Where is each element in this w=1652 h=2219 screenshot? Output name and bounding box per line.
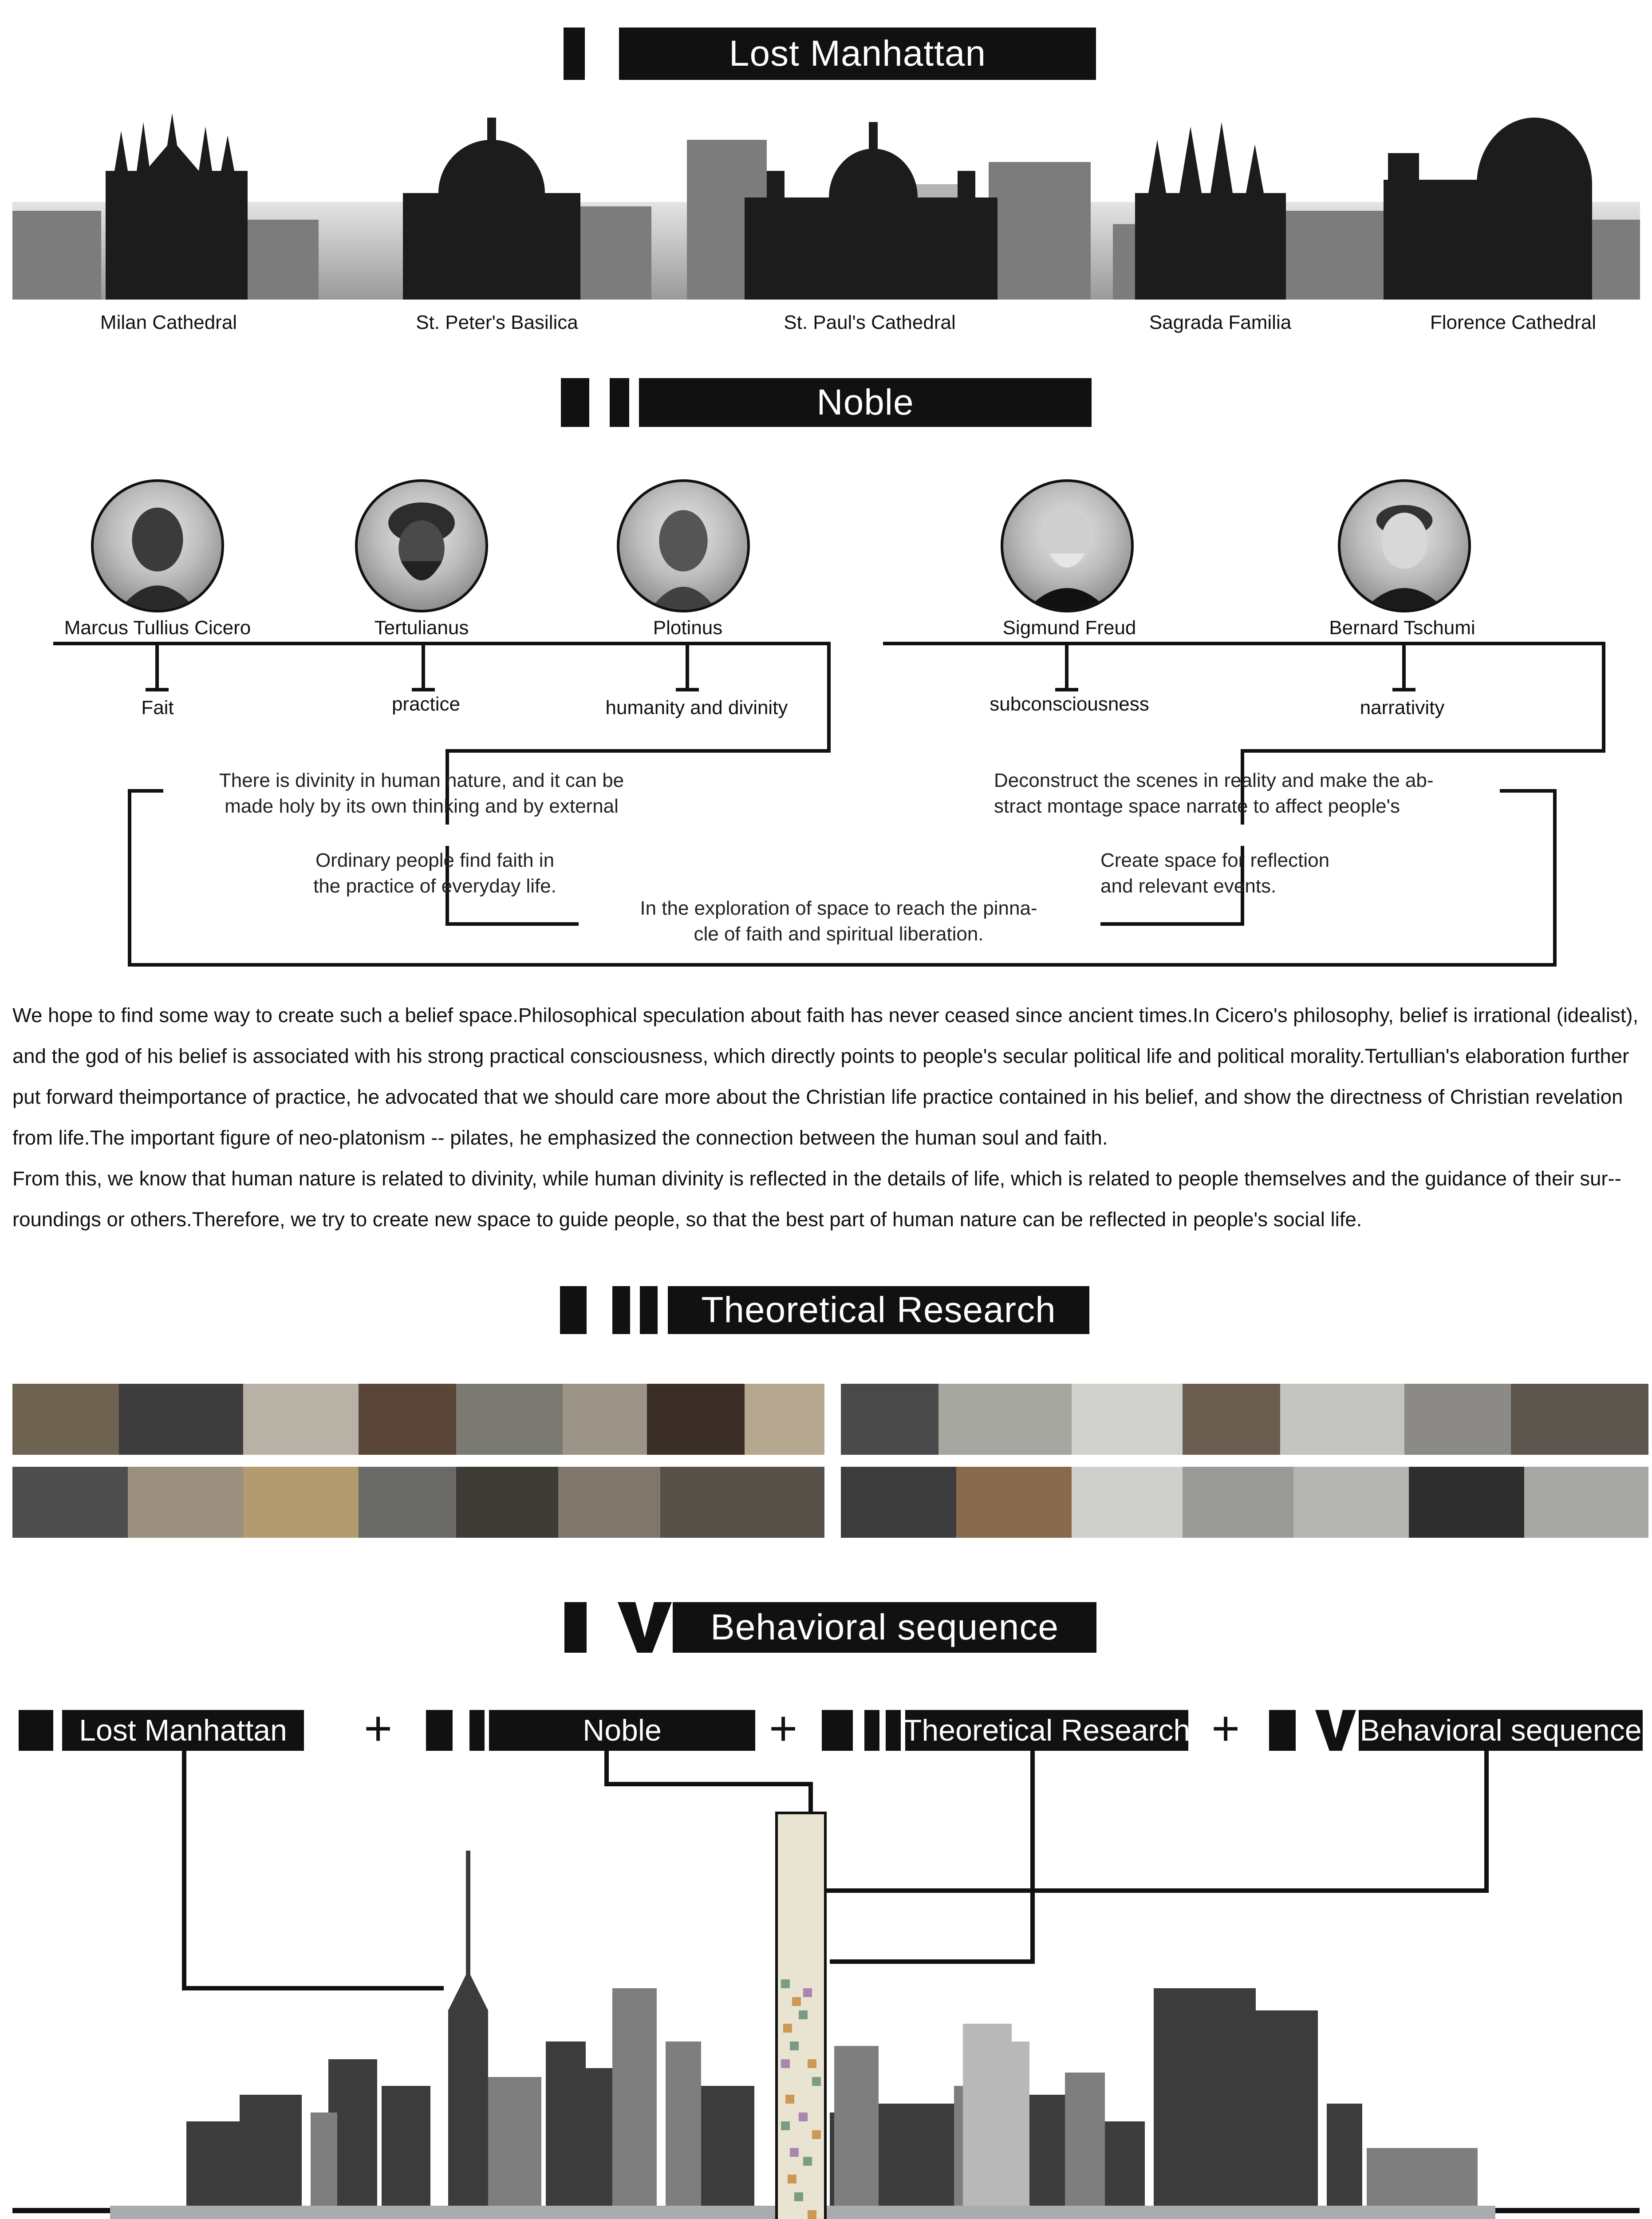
combo-label-theoretical-research: Theoretical Research: [905, 1710, 1188, 1751]
combo-label-behavioral-sequence: Behavioral sequence: [1359, 1710, 1643, 1751]
combo-3-numeral-bar-3: [886, 1710, 901, 1751]
portrait-cicero: [91, 479, 224, 612]
concept-practice: practice: [391, 693, 461, 715]
tick-cicero: [155, 645, 159, 690]
note-right-mid: Create space for reflection and relevant events.: [1100, 849, 1330, 897]
section-3-numeral-bar-3: [640, 1286, 658, 1334]
tick-tertulianus-bar: [412, 688, 435, 691]
section-4-numeral-v: [618, 1602, 672, 1653]
caption-florence-cathedral: Florence Cathedral: [1430, 312, 1597, 333]
portrait-freud: [1001, 479, 1134, 612]
caption-milan-cathedral: Milan Cathedral: [100, 312, 237, 333]
combo-2-numeral-bar-2: [469, 1710, 485, 1751]
left-to-center-line: [446, 922, 579, 926]
research-photo-strip-1: [12, 1384, 824, 1455]
combo-label-lost-manhattan: Lost Manhattan: [62, 1710, 304, 1751]
name-plotinus: Plotinus: [653, 617, 723, 639]
intro-paragraph-2: From this, we know that human nature is related to divinity, while human divinity is reflected in the details of life, which is related to people themselves and the guidance of their sur-- roundings or others.Therefore, we try to create new space to guide people, so that the best part of human nature can be reflected in people's social life.: [12, 1167, 1621, 1231]
combo-4-numeral-bar: [1269, 1710, 1296, 1751]
cathedral-collage: [12, 113, 1640, 300]
portrait-tertulianus: [355, 479, 488, 612]
section-3-numeral-bar-1: [560, 1286, 587, 1334]
plus-sign-3: +: [1211, 1701, 1240, 1756]
tick-plotinus: [686, 645, 689, 690]
tick-plotinus-bar: [676, 688, 699, 691]
concept-subconsciousness: subconsciousness: [990, 693, 1149, 715]
connector-noble-v: [604, 1751, 609, 1786]
name-tschumi: Bernard Tschumi: [1329, 617, 1475, 639]
note-center: In the exploration of space to reach the pinna- cle of faith and spiritual liberation.: [640, 897, 1037, 945]
connector-noble-v2: [808, 1782, 813, 1813]
manhattan-skyline-with-tower: [0, 1811, 1652, 2219]
section-1-title: Lost Manhattan: [619, 28, 1096, 80]
concept-humanity-divinity: humanity and divinity: [605, 697, 788, 719]
right-group-top-line: [883, 642, 1605, 645]
section-3-title: Theoretical Research: [668, 1286, 1089, 1334]
note-right-top: Deconstruct the scenes in reality and make the ab- stract montage space narrate to affect people's: [994, 770, 1434, 817]
name-freud: Sigmund Freud: [1002, 617, 1136, 639]
combo-3-numeral-bar-2: [864, 1710, 879, 1751]
plus-sign-1: +: [364, 1701, 393, 1756]
left-group-right-drop: [827, 642, 831, 753]
intro-paragraphs: [12, 995, 1645, 1240]
section-3-numeral-bar-2: [612, 1286, 630, 1334]
right-to-center-line: [1100, 922, 1244, 926]
tick-tertulianus: [422, 645, 425, 690]
combo-label-noble: Noble: [489, 1710, 755, 1751]
portrait-plotinus: [617, 479, 750, 612]
note-left-mid: Ordinary people find faith in the practice of everyday life.: [313, 849, 556, 897]
research-photo-strip-3: [12, 1467, 824, 1538]
combo-1-numeral: [19, 1710, 53, 1751]
caption-st-peters-basilica: St. Peter's Basilica: [416, 312, 578, 333]
right-group-bottom-line: [1242, 749, 1605, 753]
caption-st-pauls-cathedral: St. Paul's Cathedral: [784, 312, 956, 333]
caption-sagrada-familia: Sagrada Familia: [1149, 312, 1292, 333]
left-group-top-line: [53, 642, 831, 645]
section-2-title: Noble: [639, 378, 1092, 427]
left-outer-loop-side: [128, 789, 131, 967]
section-2-numeral-bar-2: [610, 378, 629, 427]
name-tertulianus: Tertulianus: [374, 617, 469, 639]
concept-narrativity: narrativity: [1360, 697, 1445, 719]
connector-noble-h: [604, 1782, 813, 1786]
tick-tschumi-bar: [1392, 688, 1415, 691]
right-group-right-drop: [1602, 642, 1605, 753]
section-1-numeral: [564, 28, 585, 80]
tick-cicero-bar: [146, 688, 169, 691]
name-cicero: Marcus Tullius Cicero: [64, 617, 251, 639]
research-photo-strip-4: [841, 1467, 1648, 1538]
research-photo-strip-2: [841, 1384, 1648, 1455]
portrait-tschumi: [1338, 479, 1471, 612]
section-4-title: Behavioral sequence: [673, 1602, 1096, 1653]
section-4-numeral-bar: [564, 1602, 587, 1653]
combo-3-numeral-bar-1: [822, 1710, 853, 1751]
note-left-top: There is divinity in human nature, and it can be made holy by its own thinking and by external: [219, 770, 624, 817]
tick-tschumi: [1402, 645, 1406, 690]
section-2-numeral-bar-1: [561, 378, 589, 427]
intro-paragraph-1: We hope to find some way to create such a belief space.Philosophical speculation about faith has never ceased since ancient times.In Cicero's philosophy, belief is irrational (idealist), and the god of his belief is associated with his strong practical consciousness, which directly points to people's secular political life and political morality.Tertullian's elaboration further put forward theimportance of practice, he advocated that we should care more about the Christian life practice contained in his belief, and show the directness of Christian revelation from life.The important figure of neo-platonism -- pilates, he emphasized the connection between the human soul and faith.: [12, 1004, 1639, 1149]
combo-2-numeral-bar-1: [426, 1710, 453, 1751]
tick-freud-bar: [1055, 688, 1078, 691]
concept-fait: Fait: [141, 697, 174, 719]
combo-4-numeral-v: [1315, 1710, 1356, 1751]
left-outer-loop-top: [128, 789, 163, 793]
right-outer-loop-side: [1553, 789, 1557, 967]
outer-loop-bottom: [128, 963, 1557, 967]
left-group-bottom-line: [447, 749, 831, 753]
tick-freud: [1065, 645, 1068, 690]
plus-sign-2: +: [769, 1701, 798, 1756]
